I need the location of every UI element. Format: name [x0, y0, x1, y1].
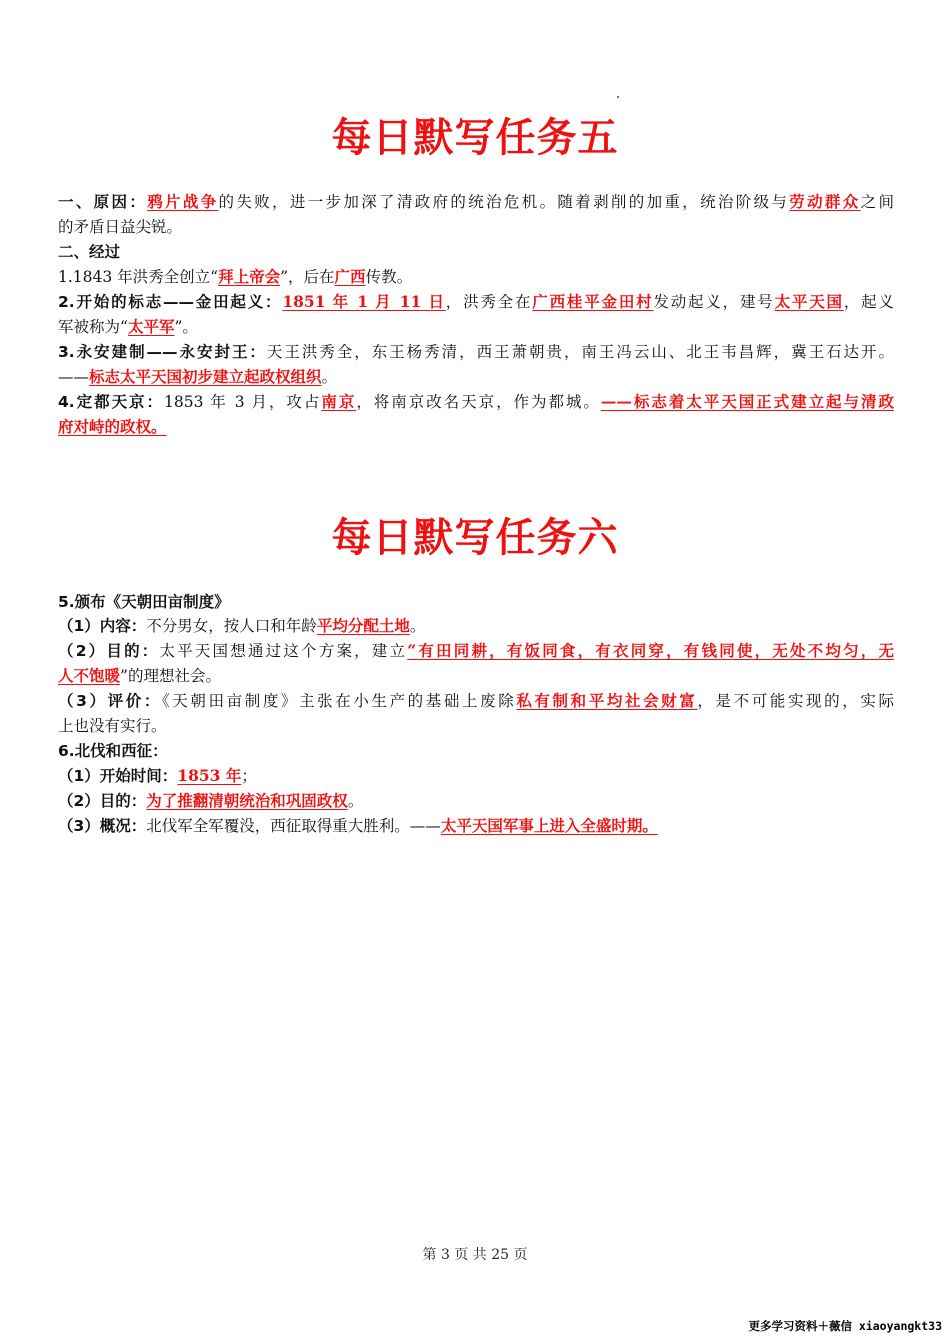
answer-date: 1851 年 1 月 11 日 — [282, 292, 446, 311]
item-4: 4.定都天京：1853 年 3 月，攻占南京，将南京改名天京，作为都城。——标志着太平天国正式建立起与清政 — [58, 392, 894, 411]
answer-guangxi: 广西 — [334, 267, 366, 286]
answer-nanjing: 南京 — [321, 392, 357, 411]
item-3-cont: ——标志太平天国初步建立起政权组织。 — [58, 367, 338, 386]
content-line: （1）内容：不分男女，按人口和年龄平均分配土地。 — [58, 616, 426, 635]
cause-line: 一、原因：鸦片战争的失败，进一步加深了清政府的统治危机。随着剥削的加重，统治阶级与劳动群众之间 — [58, 192, 894, 211]
stray-mark — [617, 96, 619, 98]
footer-note: 更多学习资料＋薇信 xiaoyangkt33 — [748, 1319, 942, 1333]
answer-land: 平均分配土地 — [316, 616, 410, 635]
answer-ideal-cont: 人不饱暖 — [58, 666, 121, 685]
section-title-five: 每日默写任务五 — [331, 115, 619, 161]
item-2-cont: 军被称为“太平军”。 — [58, 317, 198, 336]
answer-ideal: “有田同耕，有饭同食，有衣同穿，有钱同使，无处不均匀，无 — [407, 641, 894, 660]
item-2: 2.开始的标志——金田起义：1851 年 1 月 11 日，洪秀全在广西桂平金田村发动起义，建号太平天国，起义 — [58, 292, 894, 311]
item-4-cont — [58, 415, 894, 439]
process-heading: 二、经过 — [58, 243, 121, 261]
overview-line: （3）概况：北伐军全军覆没，西征取得重大胜利。——太平天国军事上进入全盛时期。 — [58, 816, 658, 835]
answer-peak: 太平天国军事上进入全盛时期。 — [440, 816, 658, 835]
answer-1853: 1853 年 — [177, 766, 242, 785]
answer-regime-org: 标志太平天国初步建立起政权组织 — [89, 367, 322, 386]
answer-significance-cont: 府对峙的政权。 — [58, 417, 167, 436]
purpose-line: （2）目的：太平天国想通过这个方案，建立“有田同耕，有饭同食，有衣同穿，有钱同使，无处不均匀，无 — [58, 641, 894, 660]
item-5-heading: 5.颁布《天朝田亩制度》 — [58, 593, 230, 611]
evaluation-line-cont: 上也没有实行。 — [58, 717, 167, 735]
answer-jintian: 广西桂平金田村 — [532, 292, 654, 311]
item-6-heading: 6.北伐和西征： — [58, 742, 168, 760]
answer-significance: ——标志着太平天国正式建立起与清政 — [600, 392, 894, 411]
cause-line-cont: 的矛盾日益尖锐。 — [58, 218, 183, 236]
item-3: 3.永安建制——永安封王：天王洪秀全，东王杨秀清，西王萧朝贵，南王冯云山、北王韦昌辉，冀王石达开。 — [58, 343, 894, 361]
page-number: 第 3 页 共 25 页 — [422, 1247, 528, 1263]
answer-private: 私有制和平均社会财富 — [516, 691, 698, 710]
purpose-line-cont: 人不饱暖”的理想社会。 — [58, 666, 221, 685]
answer-taiping: 太平天国 — [774, 292, 844, 311]
answer-opium-war: 鸦片战争 — [147, 192, 219, 211]
answer-army: 太平军 — [127, 317, 175, 336]
aim-line: （2）目的：为了推翻清朝统治和巩固政权。 — [58, 791, 364, 810]
section-title-six: 每日默写任务六 — [331, 515, 619, 561]
start-time-line: （1）开始时间：1853 年； — [58, 766, 257, 785]
answer-working-masses: 劳动群众 — [789, 192, 861, 211]
item-1: 1.1843 年洪秀全创立“拜上帝会”，后在广西传教。 — [58, 267, 413, 286]
answer-society: 拜上帝会 — [218, 267, 281, 286]
evaluation-line: （3）评价：《天朝田亩制度》主张在小生产的基础上废除私有制和平均社会财富，是不可能实现的，实际 — [58, 691, 894, 710]
answer-aim: 为了推翻清朝统治和巩固政权 — [146, 791, 348, 810]
